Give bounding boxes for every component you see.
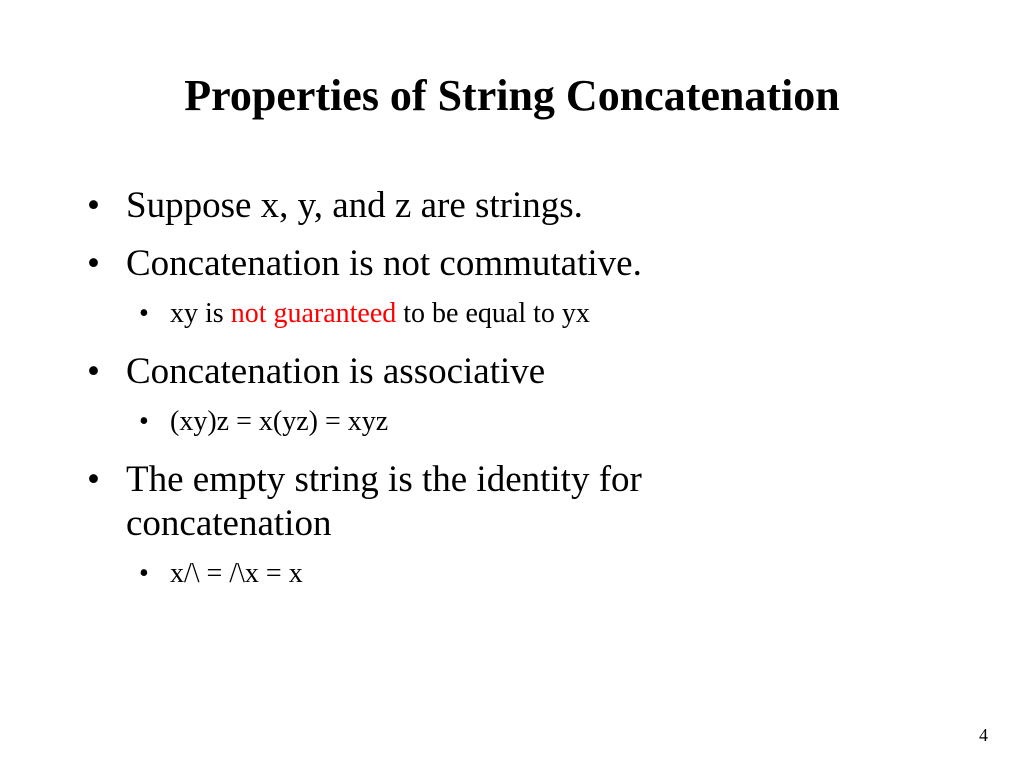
sub-bullet-text: (xy)z = x(yz) = xyz: [170, 406, 389, 437]
bullet-text: Suppose x, y, and z are strings.: [126, 185, 583, 226]
slide-title: Properties of String Concatenation: [184, 71, 840, 120]
bullet-text: Concatenation is associative: [126, 351, 546, 392]
bullet-dot: •: [87, 243, 100, 284]
bullet-dot: •: [87, 185, 100, 226]
sub-bullet-text-pre: xy is: [170, 298, 231, 329]
sub-bullet-identity-formula: [139, 556, 784, 592]
bullet-associative: [84, 350, 784, 394]
bullet-identity: [84, 458, 784, 546]
sub-bullet-not-guaranteed: [139, 296, 784, 332]
bullet-list: [84, 184, 784, 610]
bullet-text: Concatenation is not commutative.: [126, 243, 642, 284]
sub-bullet-text: x/\ = /\x = x: [170, 558, 303, 589]
bullet-text: The empty string is the identity for concatenation: [126, 459, 642, 544]
bullet-dot: •: [87, 351, 100, 392]
sub-bullet-dot: •: [139, 406, 149, 437]
sub-bullet-dot: •: [139, 298, 149, 329]
sub-bullet-dot: •: [139, 558, 149, 589]
bullet-strings: [84, 184, 784, 228]
page-number: 4: [979, 725, 988, 745]
sub-bullet-text-post: to be equal to yx: [396, 298, 590, 329]
sub-bullet-associativity-formula: [139, 404, 784, 440]
highlighted-text: not guaranteed: [230, 298, 397, 329]
bullet-not-commutative: [84, 242, 784, 286]
bullet-dot: •: [87, 459, 100, 500]
